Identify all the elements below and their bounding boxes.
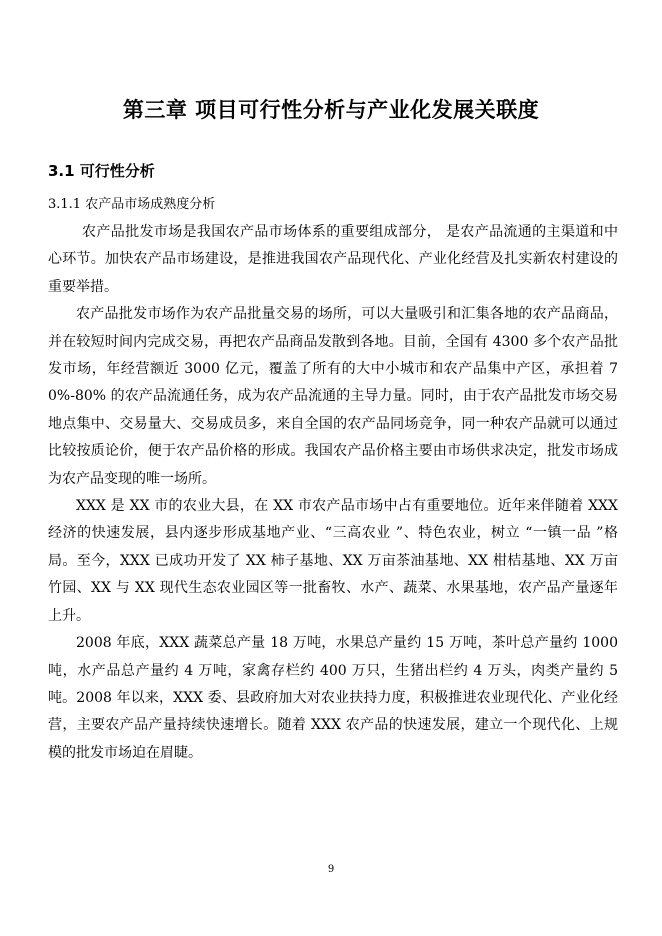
page-number: 9 (327, 864, 335, 875)
section-heading: 3.1 可行性分析 (48, 162, 155, 180)
paragraph-4: 2008 年底，XXX 蔬菜总产量 18 万吨，水果总产量约 15 万吨，茶叶总产量约 1000 吨，水产品总产量约 4 万吨，家禽存栏约 400 万只，生猪出栏约 4 万头，肉类产量约 5 吨。2008 年以来，XXX 委、县政府加大对农业扶持力度，积极推进农业现代化、产业化经营，主要农产品产量持续快速增长。随着 XXX 农产品的快速发展，建立一个现代化、上规模的批发市场迫在眉睫。 (48, 635, 618, 761)
paragraph-1: 农产品批发市场是我国农产品市场体系的重要组成部分， 是农产品流通的主渠道和中心环节。加快农产品市场建设，是推进我国农产品现代化、产业化经营及扎实新农村建设的重要举措。 (48, 224, 618, 295)
paragraph-3: XXX 是 XX 市的农业大县，在 XX 市农产品市场中占有重要地位。近年来伴随着 XXX 经济的快速发展，县内逐步形成基地产业、“三高农业 ”、特色农业，树立 “一镇一品 ”格局。至今，XXX 已成功开发了 XX 柿子基地、XX 万亩茶油基地、XX 柑桔基地、XX 万亩竹园、XX 与 XX 现代生态农业园区等一批畜牧、水产、蔬菜、水果基地，农产品产量逐年上升。 (48, 498, 618, 624)
chapter-title: 第三章 项目可行性分析与产业化发展关联度 (122, 98, 540, 122)
body-text (48, 219, 618, 767)
subsection-heading: 3.1.1 农产品市场成熟度分析 (48, 197, 216, 212)
paragraph-2: 农产品批发市场作为农产品批量交易的场所，可以大量吸引和汇集各地的农产品商品，并在较短时间内完成交易，再把农产品商品发散到各地。目前，全国有 4300 多个农产品批发市场，年经营额近 3000 亿元，覆盖了所有的大中小城市和农产品集中产区，承担着 70%-80% 的农产品流通任务，成为农产品流通的主导力量。同时，由于农产品批发市场交易地点集中、交易量大、交易成员多，来自全国的农产品同场竞争，同一种农产品就可以通过比较按质论价，便于农产品价格的形成。我国农产品价格主要由市场供求决定，批发市场成为农产品变现的唯一场所。 (48, 306, 618, 487)
